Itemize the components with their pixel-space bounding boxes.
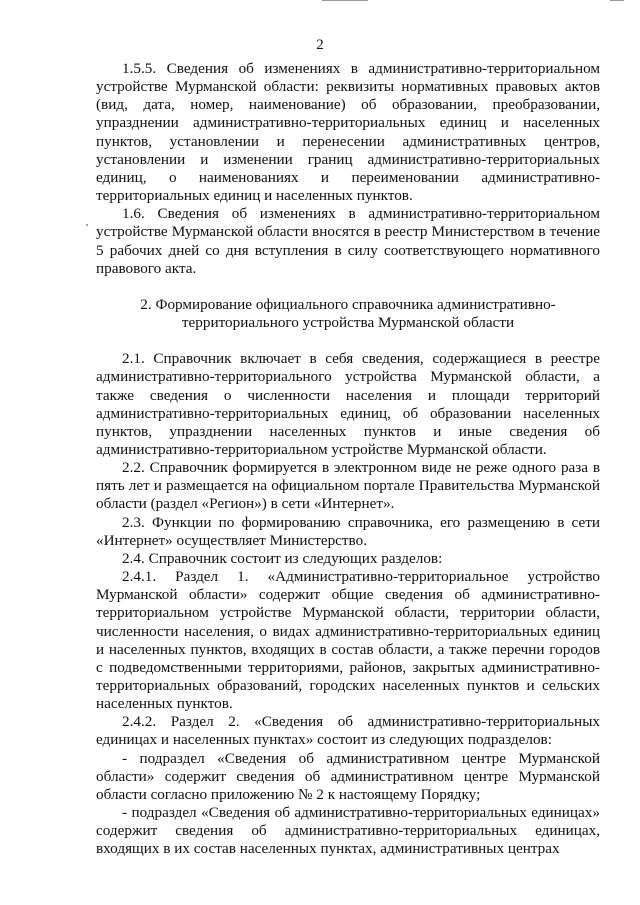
page-number: 2 [316,37,324,53]
scan-artifact [322,0,368,1]
document-body [96,60,600,859]
section-2-heading [96,296,600,332]
scan-speck [86,224,88,226]
paragraph-1-5-5: 1.5.5. Сведения об изменениях в административно-территориальном устройстве Мурманской области: реквизиты нормативных правовых актов (вид, дата, номер, наименование) об образовании, преобразовании, упразднении административно-территориальных единиц и населенных пунктов, установлении и перенесении административных центров, установлении и изменении границ административно-территориальных единиц, о наименованиях и переименовании административно-территориальных единиц и населенных пунктов. [96,60,600,205]
paragraph-2-1: 2.1. Справочник включает в себя сведения, содержащиеся в реестре административно-территориального устройства Мурманской области, а также сведения о численности населения и площади территорий административно-территориальных единиц, об образовании населенных пунктов, упразднении населенных пунктов и иные сведения об административно-территориальном устройстве Мурманской области. [96,350,600,458]
paragraph-2-3: 2.3. Функции по формированию справочника, его размещению в сети «Интернет» осуществляет Министерство. [96,513,600,549]
subsection-admin-units: - подраздел «Сведения об административно-территориальных единицах» содержит сведения об административно-территориальных единицах, входящих в их состав населенных пунктах, административных центрах [96,804,600,858]
subsection-admin-center: - подраздел «Сведения об административном центре Мурманской области» содержит сведения об административном центре Мурманской области согласно приложению № 2 к настоящему Порядку; [96,749,600,803]
paragraph-2-4: 2.4. Справочник состоит из следующих разделов: [122,549,443,567]
paragraph-2-4-2: 2.4.2. Раздел 2. «Сведения об административно-территориальных единицах и населенных пунктах» состоит из следующих подразделов: [96,713,600,749]
section-heading-line-2: территориального устройства Мурманской области [181,314,515,332]
scan-artifact [610,0,624,1]
paragraph-1-6: 1.6. Сведения об изменениях в административно-территориальном устройстве Мурманской области вносятся в реестр Министерством в течение 5 рабочих дней со дня вступления в силу соответствующего нормативного правового акта. [96,205,600,277]
paragraph-2-4-1: 2.4.1. Раздел 1. «Административно-территориальное устройство Мурманской области» содержит общие сведения об административно-территориальном устройстве Мурманской области, территории области, численности населения, о видах административно-территориальных единиц и населенных пунктов, входящих в состав области, а также перечни городов с подведомственными территориями, районов, закрытых административно-территориальных образований, городских населенных пунктов и сельских населенных пунктов. [96,568,600,713]
section-heading-line-1: 2. Формирование официального справочника административно- [140,295,556,313]
paragraph-2-2: 2.2. Справочник формируется в электронном виде не реже одного раза в пять лет и размещается на официальном портале Правительства Мурманской области (раздел «Регион») в сети «Интернет». [96,459,600,513]
